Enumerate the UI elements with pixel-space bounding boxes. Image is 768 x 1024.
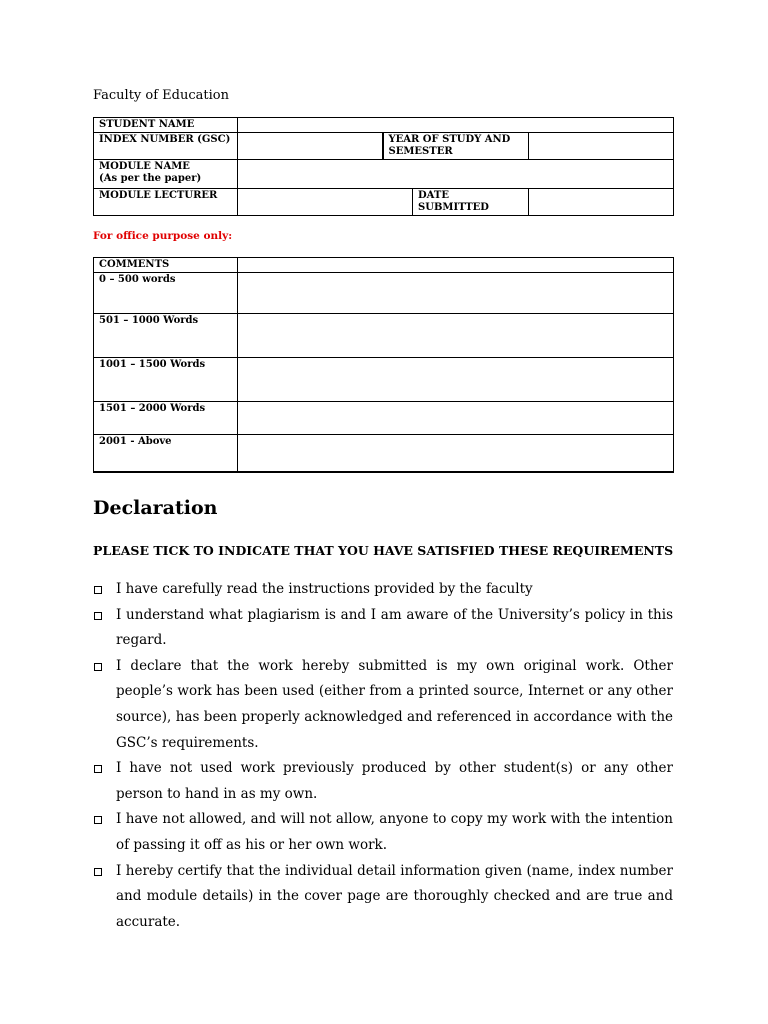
tick-checkbox[interactable] xyxy=(94,612,102,620)
module-lecturer-label: MODULE LECTURER xyxy=(94,189,238,216)
requirements-list xyxy=(93,577,673,935)
requirement-item xyxy=(93,756,673,807)
office-purpose-label: For office purpose only: xyxy=(93,230,233,242)
word-range-row-field[interactable] xyxy=(238,435,674,473)
date-submitted-field[interactable] xyxy=(529,189,674,216)
requirement-text: I declare that the work hereby submitted is my own original work. Other people’s work has been used (either from a printed source, Internet or any other source), has been properly acknowledged and referenced in accordance with the GSC’s requirements. xyxy=(116,657,673,751)
tick-checkbox[interactable] xyxy=(94,765,102,773)
student-info-table xyxy=(93,117,674,216)
faculty-heading: Faculty of Education xyxy=(93,88,229,103)
requirement-text: I hereby certify that the individual detail information given (name, index number and module details) in the cover page are thoroughly checked and are true and accurate. xyxy=(116,862,673,930)
module-name-label xyxy=(94,160,238,189)
comments-field[interactable] xyxy=(238,258,674,273)
year-semester-label xyxy=(383,133,529,160)
requirement-text: I have not used work previously produced by other student(s) or any other person to hand in as my own. xyxy=(116,760,673,802)
index-number-label: INDEX NUMBER (GSC) xyxy=(94,133,238,160)
requirement-item xyxy=(93,859,673,936)
word-range-row-field[interactable] xyxy=(238,314,674,358)
word-range-row-field[interactable] xyxy=(238,402,674,435)
student-name-label: STUDENT NAME xyxy=(94,118,238,133)
requirement-item xyxy=(93,603,673,654)
tick-checkbox[interactable] xyxy=(94,868,102,876)
requirement-item xyxy=(93,807,673,858)
student-name-field[interactable] xyxy=(238,118,674,133)
year-semester-line2: SEMESTER xyxy=(388,146,453,157)
module-name-line2: (As per the paper) xyxy=(99,173,202,184)
module-lecturer-field[interactable] xyxy=(238,189,413,216)
date-submitted-label: DATE SUBMITTED xyxy=(413,189,529,216)
requirement-item xyxy=(93,577,673,603)
tick-checkbox[interactable] xyxy=(94,663,102,671)
index-number-field[interactable] xyxy=(238,133,383,160)
word-range-row-label: 0 – 500 words xyxy=(94,273,238,314)
declaration-instruction: PLEASE TICK TO INDICATE THAT YOU HAVE SATISFIED THESE REQUIREMENTS xyxy=(93,543,674,558)
tick-checkbox[interactable] xyxy=(94,816,102,824)
word-range-row-label: 2001 - Above xyxy=(94,435,238,473)
comments-label: COMMENTS xyxy=(94,258,238,273)
office-table xyxy=(93,257,674,473)
module-name-field[interactable] xyxy=(238,160,674,189)
module-name-line1: MODULE NAME xyxy=(99,161,190,172)
requirement-text: I have not allowed, and will not allow, anyone to copy my work with the intention of passing it off as his or her own work. xyxy=(116,811,673,853)
word-range-row-label: 501 – 1000 Words xyxy=(94,314,238,358)
word-range-row-field[interactable] xyxy=(238,358,674,402)
declaration-title: Declaration xyxy=(93,497,218,519)
word-range-row-label: 1501 – 2000 Words xyxy=(94,402,238,435)
requirement-text: I understand what plagiarism is and I am aware of the University’s policy in this regard. xyxy=(116,606,673,649)
year-semester-field[interactable] xyxy=(529,133,674,160)
word-range-row-label: 1001 – 1500 Words xyxy=(94,358,238,402)
requirement-text: I have carefully read the instructions provided by the faculty xyxy=(116,581,533,597)
word-range-row-field[interactable] xyxy=(238,273,674,314)
requirement-item xyxy=(93,654,673,756)
year-semester-line1: YEAR OF STUDY AND xyxy=(388,134,511,145)
tick-checkbox[interactable] xyxy=(94,586,102,594)
